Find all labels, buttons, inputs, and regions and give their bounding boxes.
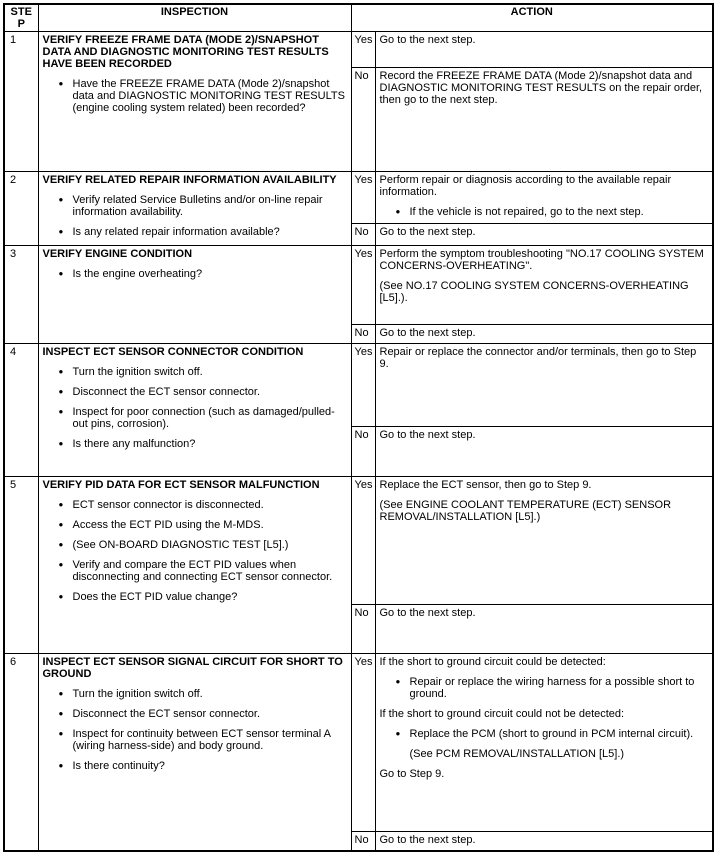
bullet-item	[59, 226, 347, 238]
item-text: Disconnect the ECT sensor connector.	[72, 708, 261, 720]
outcome-label-yes: Yes	[351, 32, 375, 68]
item-text: Disconnect the ECT sensor connector.	[72, 386, 261, 398]
item-text: Is there any malfunction?	[72, 438, 196, 450]
inspection-title: VERIFY RELATED REPAIR INFORMATION AVAILABILITY	[42, 174, 337, 186]
bullet-item	[59, 591, 347, 603]
bullet-icon: ●	[58, 500, 64, 509]
text-item: Record the FREEZE FRAME DATA (Mode 2)/snapshot data and DIAGNOSTIC MONITORING TEST RESULTS on the repair order, then go to the next step.	[379, 70, 703, 106]
bullet-item	[59, 539, 347, 551]
item-text: Have the FREEZE FRAME DATA (Mode 2)/snapshot data and DIAGNOSTIC MONITORING TEST RESULTS (engine cooling system related) been recorded?	[72, 78, 345, 114]
inspection-title: VERIFY PID DATA FOR ECT SENSOR MALFUNCTION	[42, 479, 320, 491]
table-body	[4, 32, 713, 851]
text-item: If the short to ground circuit could not be detected:	[379, 708, 625, 720]
item-text: ECT sensor connector is disconnected.	[72, 499, 264, 511]
bullet-icon: ●	[58, 729, 64, 738]
bullet-item	[59, 438, 347, 450]
bullet-item	[59, 688, 347, 700]
item-text: Is the engine overheating?	[72, 268, 203, 280]
inspection-cell	[38, 32, 351, 172]
step-2-yes-row	[4, 172, 713, 224]
item-text: Turn the ignition switch off.	[72, 688, 203, 700]
outcome-label-yes: Yes	[351, 246, 375, 325]
bullet-item	[59, 406, 347, 430]
item-text: Turn the ignition switch off.	[72, 366, 203, 378]
action-cell	[375, 654, 713, 832]
inspection-cell	[38, 344, 351, 477]
header-action: ACTION	[351, 4, 713, 32]
action-cell	[375, 477, 713, 605]
sub-note: (See PCM REMOVAL/INSTALLATION [L5].)	[409, 748, 625, 760]
text-item: Go to the next step.	[379, 226, 476, 238]
text-item: Repair or replace the connector and/or terminals, then go to Step 9.	[379, 346, 697, 370]
bullet-icon: ●	[395, 729, 401, 738]
text-item: Go to the next step.	[379, 327, 476, 339]
action-cell	[375, 344, 713, 427]
action-cell	[375, 172, 713, 224]
table-header-row	[4, 4, 713, 32]
item-text: Is any related repair information available?	[72, 226, 280, 238]
bullet-icon: ●	[58, 269, 64, 278]
bullet-icon: ●	[395, 677, 401, 686]
item-text: Repair or replace the wiring harness for a possible short to ground.	[409, 676, 695, 700]
step-3-yes-row	[4, 246, 713, 325]
item-text: If the vehicle is not repaired, go to the next step.	[409, 206, 644, 218]
step-5-yes-row	[4, 477, 713, 605]
header-inspection: INSPECTION	[38, 4, 351, 32]
outcome-label-no: No	[351, 832, 375, 851]
text-item: Perform the symptom troubleshooting "NO.17 COOLING SYSTEM CONCERNS-OVERHEATING".	[379, 248, 704, 272]
outcome-label-yes: Yes	[351, 477, 375, 605]
inspection-cell	[38, 246, 351, 344]
action-cell	[375, 224, 713, 246]
bullet-item	[59, 78, 347, 114]
bullet-icon: ●	[58, 407, 64, 416]
bullet-icon: ●	[58, 367, 64, 376]
outcome-label-no: No	[351, 224, 375, 246]
outcome-label-yes: Yes	[351, 172, 375, 224]
action-cell	[375, 427, 713, 477]
inspection-title: VERIFY ENGINE CONDITION	[42, 248, 193, 260]
bullet-icon: ●	[395, 207, 401, 216]
bullet-item	[59, 499, 347, 511]
text-item: Go to the next step.	[379, 429, 476, 441]
text-item: Perform repair or diagnosis according to the available repair information.	[379, 174, 672, 198]
bullet-icon: ●	[58, 520, 64, 529]
item-text: Is there continuity?	[72, 760, 165, 772]
step-number: 5	[4, 477, 38, 654]
bullet-icon: ●	[58, 560, 64, 569]
bullet-item	[59, 366, 347, 378]
text-item: Go to the next step.	[379, 834, 476, 846]
action-cell	[375, 325, 713, 344]
diagnostic-procedure-table	[3, 3, 714, 852]
inspection-title: VERIFY FREEZE FRAME DATA (MODE 2)/SNAPSHOT DATA AND DIAGNOSTIC MONITORING TEST RESULTS HAVE BEEN RECORDED	[42, 34, 329, 70]
text-item: (See ENGINE COOLANT TEMPERATURE (ECT) SENSOR REMOVAL/INSTALLATION [L5].)	[379, 499, 672, 523]
action-cell	[375, 68, 713, 172]
item-text: Verify and compare the ECT PID values when disconnecting and connecting ECT sensor connector.	[72, 559, 333, 583]
bullet-icon: ●	[58, 540, 64, 549]
action-cell	[375, 605, 713, 654]
bullet-icon: ●	[58, 761, 64, 770]
bullet-icon: ●	[58, 709, 64, 718]
bullet-icon: ●	[58, 227, 64, 236]
outcome-label-no: No	[351, 68, 375, 172]
text-item: If the short to ground circuit could be detected:	[379, 656, 606, 668]
bullet-item	[396, 676, 709, 700]
bullet-icon: ●	[58, 592, 64, 601]
bullet-item	[59, 386, 347, 398]
inspection-cell	[38, 654, 351, 851]
text-item: Replace the ECT sensor, then go to Step 9.	[379, 479, 592, 491]
action-cell	[375, 832, 713, 851]
step-1-yes-row	[4, 32, 713, 68]
outcome-label-no: No	[351, 605, 375, 654]
inspection-cell	[38, 477, 351, 654]
header-step: STEP	[4, 4, 38, 32]
item-text: Inspect for poor connection (such as damaged/pulled-out pins, corrosion).	[72, 406, 335, 430]
item-text: Verify related Service Bulletins and/or on-line repair information availability.	[72, 194, 323, 218]
bullet-icon: ●	[58, 439, 64, 448]
text-item: Go to the next step.	[379, 34, 476, 46]
outcome-label-no: No	[351, 325, 375, 344]
bullet-item	[59, 728, 347, 752]
item-text: Access the ECT PID using the M-MDS.	[72, 519, 264, 531]
bullet-icon: ●	[58, 387, 64, 396]
item-text: (See ON-BOARD DIAGNOSTIC TEST [L5].)	[72, 539, 289, 551]
item-text: Replace the PCM (short to ground in PCM internal circuit).	[409, 728, 694, 740]
outcome-label-yes: Yes	[351, 344, 375, 427]
step-number: 2	[4, 172, 38, 246]
inspection-title: INSPECT ECT SENSOR SIGNAL CIRCUIT FOR SHORT TO GROUND	[42, 656, 343, 680]
bullet-item	[59, 559, 347, 583]
bullet-item	[59, 708, 347, 720]
text-item: Go to Step 9.	[379, 768, 445, 780]
step-number: 1	[4, 32, 38, 172]
bullet-item	[59, 194, 347, 218]
item-text: Does the ECT PID value change?	[72, 591, 238, 603]
item-text: Inspect for continuity between ECT sensor terminal A (wiring harness-side) and body ground.	[72, 728, 331, 752]
bullet-item	[59, 519, 347, 531]
bullet-item	[59, 760, 347, 772]
outcome-label-yes: Yes	[351, 654, 375, 832]
bullet-icon: ●	[58, 79, 64, 88]
step-number: 4	[4, 344, 38, 477]
bullet-item	[396, 728, 709, 740]
step-number: 3	[4, 246, 38, 344]
bullet-icon: ●	[58, 689, 64, 698]
inspection-cell	[38, 172, 351, 246]
bullet-item	[59, 268, 347, 280]
text-item: Go to the next step.	[379, 607, 476, 619]
step-4-yes-row	[4, 344, 713, 427]
step-number: 6	[4, 654, 38, 851]
action-cell	[375, 32, 713, 68]
bullet-item	[396, 206, 709, 218]
outcome-label-no: No	[351, 427, 375, 477]
troubleshooting-document	[3, 3, 712, 852]
bullet-icon: ●	[58, 195, 64, 204]
inspection-title: INSPECT ECT SENSOR CONNECTOR CONDITION	[42, 346, 304, 358]
action-cell	[375, 246, 713, 325]
text-item: (See NO.17 COOLING SYSTEM CONCERNS-OVERHEATING [L5].).	[379, 280, 689, 304]
step-6-yes-row	[4, 654, 713, 832]
